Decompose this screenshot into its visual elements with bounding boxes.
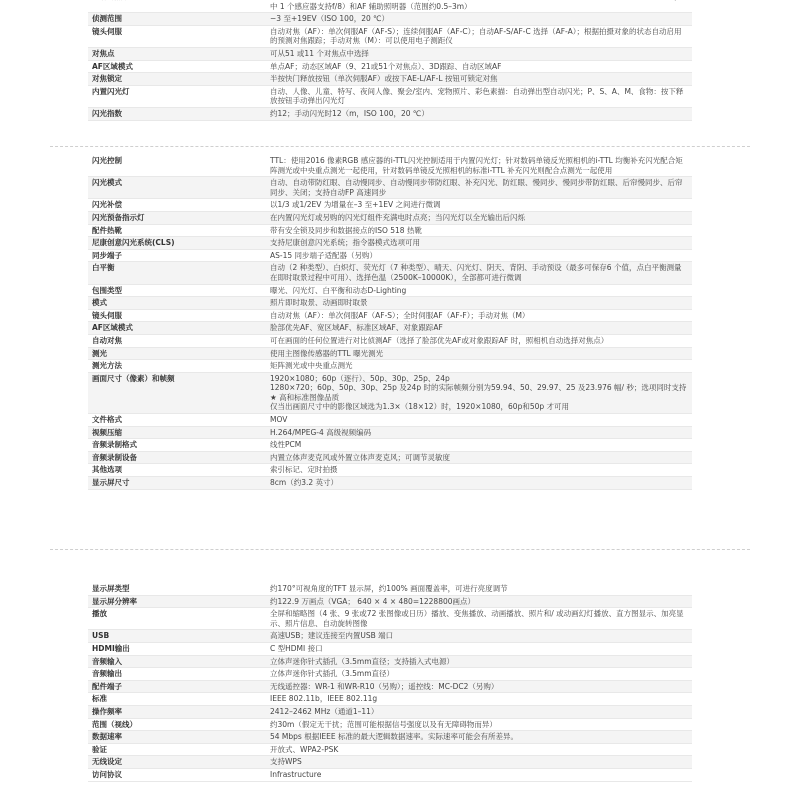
spec-label: 音频输出 xyxy=(88,668,266,681)
spec-row xyxy=(88,177,692,199)
spec-value: 半按快门释放按钮（单次伺服AF）或按下AE-L/AF-L 按钮可锁定对焦 xyxy=(266,73,692,86)
spec-row xyxy=(88,199,692,212)
spec-value: 约30m（假定无干扰；范围可能根据信号强度以及有无障碍物而异） xyxy=(266,718,692,731)
spec-value: 在内置闪光灯或另购的闪光灯组件充满电时点亮；当闪光灯以全光输出后闪烁 xyxy=(266,211,692,224)
spec-value: AS-15 同步端子适配器（另购） xyxy=(266,249,692,262)
spec-row xyxy=(88,718,692,731)
spec-section-flash-liveview xyxy=(88,155,692,490)
spec-label: 侦测范围 xyxy=(88,13,266,26)
spec-label: 视频压缩 xyxy=(88,426,266,439)
spec-value: 单点AF；动态区域AF（9、21或51个对焦点）、3D跟踪、自动区域AF xyxy=(266,60,692,73)
spec-label: 测光方法 xyxy=(88,360,266,373)
spec-row xyxy=(88,85,692,107)
spec-label: 范围（视线） xyxy=(88,718,266,731)
spec-table-flash-liveview xyxy=(88,155,692,490)
spec-row xyxy=(88,107,692,120)
spec-value: 约122.9 万画点（VGA； 640 × 4 × 480=1228800画点） xyxy=(266,595,692,608)
spec-table-display-io xyxy=(88,583,692,782)
spec-row xyxy=(88,743,692,756)
spec-label: 对焦点 xyxy=(88,47,266,60)
spec-row xyxy=(88,731,692,744)
spec-row xyxy=(88,756,692,769)
spec-value: 全屏和缩略图（4 张、9 张或72 张图像或日历）播放、变焦播放、动画播放、照片和/ 或动画幻灯播放、直方图显示、加亮显示、照片信息、自动旋转图像 xyxy=(266,608,692,630)
spec-value: 自动、自动带防红眼、自动慢同步、自动慢同步带防红眼、补充闪光、防红眼、慢同步、慢同步带防红眼、后帘慢同步、后帘同步、关闭；支持自动FP 高速同步 xyxy=(266,177,692,199)
spec-label: AF区域模式 xyxy=(88,60,266,73)
spec-label: 闪光控制 xyxy=(88,155,266,177)
spec-label: HDMI输出 xyxy=(88,642,266,655)
spec-value: 使用主图像传感器的TTL 曝光测光 xyxy=(266,347,692,360)
spec-value: MOV xyxy=(266,414,692,427)
spec-row xyxy=(88,25,692,47)
spec-label: 其他选项 xyxy=(88,464,266,477)
spec-row xyxy=(88,608,692,630)
spec-value: IEEE 802.11b，IEEE 802.11g xyxy=(266,693,692,706)
spec-row xyxy=(88,211,692,224)
spec-label: 包围类型 xyxy=(88,284,266,297)
spec-value: 索引标记、定时拍摄 xyxy=(266,464,692,477)
spec-row xyxy=(88,13,692,26)
spec-label: 对焦锁定 xyxy=(88,73,266,86)
spec-value: 无线遥控器：WR-1 和WR-R10（另购）；遥控线：MC-DC2（另购） xyxy=(266,680,692,693)
spec-row xyxy=(88,237,692,250)
spec-row xyxy=(88,477,692,490)
spec-row xyxy=(88,693,692,706)
spec-label: 音频录制格式 xyxy=(88,439,266,452)
spec-label: 同步端子 xyxy=(88,249,266,262)
spec-label: 镜头伺服 xyxy=(88,309,266,322)
spec-value: 矩阵测光或中央重点测光 xyxy=(266,360,692,373)
spec-row xyxy=(88,322,692,335)
spec-value: 约12；手动闪光时12（m，ISO 100，20 ℃） xyxy=(266,107,692,120)
spec-label: 无线设定 xyxy=(88,756,266,769)
spec-value: 自动对焦（AF）：单次伺服AF（AF-S）；连续伺服AF（AF-C）；自动AF-S/AF-C 选择（AF-A）；根据拍摄对象的状态自动启用的预测对焦跟踪；手动对焦（M）：可以使用电子测距仪 xyxy=(266,25,692,47)
spec-value: TTL：使用2016 像素RGB 感应器的i-TTL闪光控制适用于内置闪光灯；针对数码单镜反光照相机的i-TTL 均衡补充闪光配合矩阵测光或中央重点测光一起使用，针对数码单镜反光照相机的标准i-TTL 补充闪光则配合点测光一起使用 xyxy=(266,155,692,177)
spec-row xyxy=(88,595,692,608)
spec-row xyxy=(88,414,692,427)
spec-row xyxy=(88,426,692,439)
spec-label: 音频输入 xyxy=(88,655,266,668)
spec-row xyxy=(88,583,692,595)
spec-row xyxy=(88,309,692,322)
spec-row xyxy=(88,768,692,781)
spec-value: 脸部优先AF、宽区域AF、标准区域AF、对象跟踪AF xyxy=(266,322,692,335)
spec-row xyxy=(88,360,692,373)
spec-label: 配件热靴 xyxy=(88,224,266,237)
spec-label: 镜头伺服 xyxy=(88,25,266,47)
spec-label: USB xyxy=(88,630,266,643)
spec-value: 开放式、WPA2-PSK xyxy=(266,743,692,756)
spec-value: 支持WPS xyxy=(266,756,692,769)
spec-label: 验证 xyxy=(88,743,266,756)
spec-value: 约170°可视角度的TFT 显示屏，约100% 画面覆盖率，可进行亮度调节 xyxy=(266,583,692,595)
spec-label: 配件端子 xyxy=(88,680,266,693)
spec-row xyxy=(88,668,692,681)
spec-label: 操作频率 xyxy=(88,705,266,718)
spec-row xyxy=(88,249,692,262)
spec-value: 曝光、闪光灯、白平衡和动态D-Lighting xyxy=(266,284,692,297)
spec-value: −3 至+19EV（ISO 100，20 ℃） xyxy=(266,13,692,26)
spec-row xyxy=(88,47,692,60)
spec-row xyxy=(88,372,692,413)
spec-label: 闪光指数 xyxy=(88,107,266,120)
spec-label: 尼康创意闪光系统(CLS) xyxy=(88,237,266,250)
spec-row xyxy=(88,297,692,310)
spec-label: 闪光模式 xyxy=(88,177,266,199)
spec-value: 立体声迷你针式插孔（3.5mm直径） xyxy=(266,668,692,681)
spec-label: 标准 xyxy=(88,693,266,706)
spec-label: 数据速率 xyxy=(88,731,266,744)
spec-value: 自动（2 种类型）、白炽灯、荧光灯（7 种类型）、晴天、闪光灯、阴天、背阴、手动预设（最多可保存6 个值，点白平衡测量在即时取景过程中可用）、选择色温（2500K–10000K），全部都可进行微调 xyxy=(266,262,692,284)
spec-value: 线性PCM xyxy=(266,439,692,452)
spec-row xyxy=(88,642,692,655)
spec-label: 闪光补偿 xyxy=(88,199,266,212)
spec-value: 1920×1080；60p（逐行）、50p、30p、25p、24p 1280×720；60p、50p、30p、25p 及24p 时的实际帧频分别为59.94、50、29.97、25 及23.976 幅/ 秒；选项同时支持★ 高和标准图像品质 仅当出画面尺寸中的影像区域选为1.3×（18×12）时，1920×1080，60p和50p 才可用 xyxy=(266,372,692,413)
spec-label: AF区域模式 xyxy=(88,322,266,335)
spec-row xyxy=(88,464,692,477)
spec-value: 可在画面的任何位置进行对比侦测AF（选择了脸部优先AF或对象跟踪AF 时，照相机自动选择对焦点） xyxy=(266,334,692,347)
spec-row xyxy=(88,655,692,668)
spec-row xyxy=(88,334,692,347)
spec-value: H.264/MPEG-4 高级视频编码 xyxy=(266,426,692,439)
spec-section-display-io xyxy=(88,583,692,782)
spec-value: 54 Mbps 根据IEEE 标准的最大逻辑数据速率。实际速率可能会有所差异。 xyxy=(266,731,692,744)
spec-row xyxy=(88,439,692,452)
spec-row xyxy=(88,73,692,86)
spec-value: 支持尼康创意闪光系统；指令器模式选项可用 xyxy=(266,237,692,250)
spec-value: 以1/3 或1/2EV 为增量在–3 至+1EV 之间进行微调 xyxy=(266,199,692,212)
spec-label: 文件格式 xyxy=(88,414,266,427)
spec-label: 闪光预备指示灯 xyxy=(88,211,266,224)
spec-value: 2412–2462 MHz（通道1–11） xyxy=(266,705,692,718)
spec-row xyxy=(88,451,692,464)
spec-value: 8cm（约3.2 英寸） xyxy=(266,477,692,490)
spec-value: 可从51 或11 个对焦点中选择 xyxy=(266,47,692,60)
spec-value: 自动、人像、儿童、特写、夜间人像、聚会/室内、宠物照片、彩色素描：自动弹出型自动闪光；P、S、A、M、食物：按下释放按钮手动弹出闪光灯 xyxy=(266,85,692,107)
spec-table-af xyxy=(88,0,692,121)
spec-value: 高速USB；建议连接至内置USB 端口 xyxy=(266,630,692,643)
spec-section-af xyxy=(88,0,692,121)
spec-row xyxy=(88,0,692,13)
spec-row xyxy=(88,262,692,284)
spec-label: 自动对焦 xyxy=(88,334,266,347)
spec-row xyxy=(88,224,692,237)
spec-label: 显示屏尺寸 xyxy=(88,477,266,490)
spec-label: 显示屏类型 xyxy=(88,583,266,595)
spec-value: 照片即时取景、动画即时取景 xyxy=(266,297,692,310)
spec-row xyxy=(88,630,692,643)
spec-label: 白平衡 xyxy=(88,262,266,284)
spec-label xyxy=(88,0,266,13)
spec-label: 画面尺寸（像素）和帧频 xyxy=(88,372,266,413)
section-divider-1 xyxy=(50,146,750,147)
spec-label: 模式 xyxy=(88,297,266,310)
spec-value: 中 1 个感应器支持f/8）和AF 辅助照明器（范围约0.5–3m） xyxy=(266,0,692,13)
spec-row xyxy=(88,155,692,177)
spec-row xyxy=(88,60,692,73)
spec-row xyxy=(88,284,692,297)
spec-label: 访问协议 xyxy=(88,768,266,781)
spec-label: 内置闪光灯 xyxy=(88,85,266,107)
spec-value: 带有安全锁及同步和数据接点的ISO 518 热靴 xyxy=(266,224,692,237)
spec-value: Infrastructure xyxy=(266,768,692,781)
spec-value: C 型HDMI 接口 xyxy=(266,642,692,655)
spec-row xyxy=(88,705,692,718)
spec-label: 显示屏分辨率 xyxy=(88,595,266,608)
spec-label: 播放 xyxy=(88,608,266,630)
spec-value: 内置立体声麦克风或外置立体声麦克风；可调节灵敏度 xyxy=(266,451,692,464)
spec-label: 音频录制设备 xyxy=(88,451,266,464)
spec-value: 自动对焦（AF）：单次伺服AF（AF-S）；全时伺服AF（AF-F）；手动对焦（M） xyxy=(266,309,692,322)
spec-row xyxy=(88,680,692,693)
section-divider-2 xyxy=(50,549,750,550)
spec-label: 测光 xyxy=(88,347,266,360)
spec-value: 立体声迷你针式插孔（3.5mm直径；支持插入式电源） xyxy=(266,655,692,668)
spec-row xyxy=(88,347,692,360)
